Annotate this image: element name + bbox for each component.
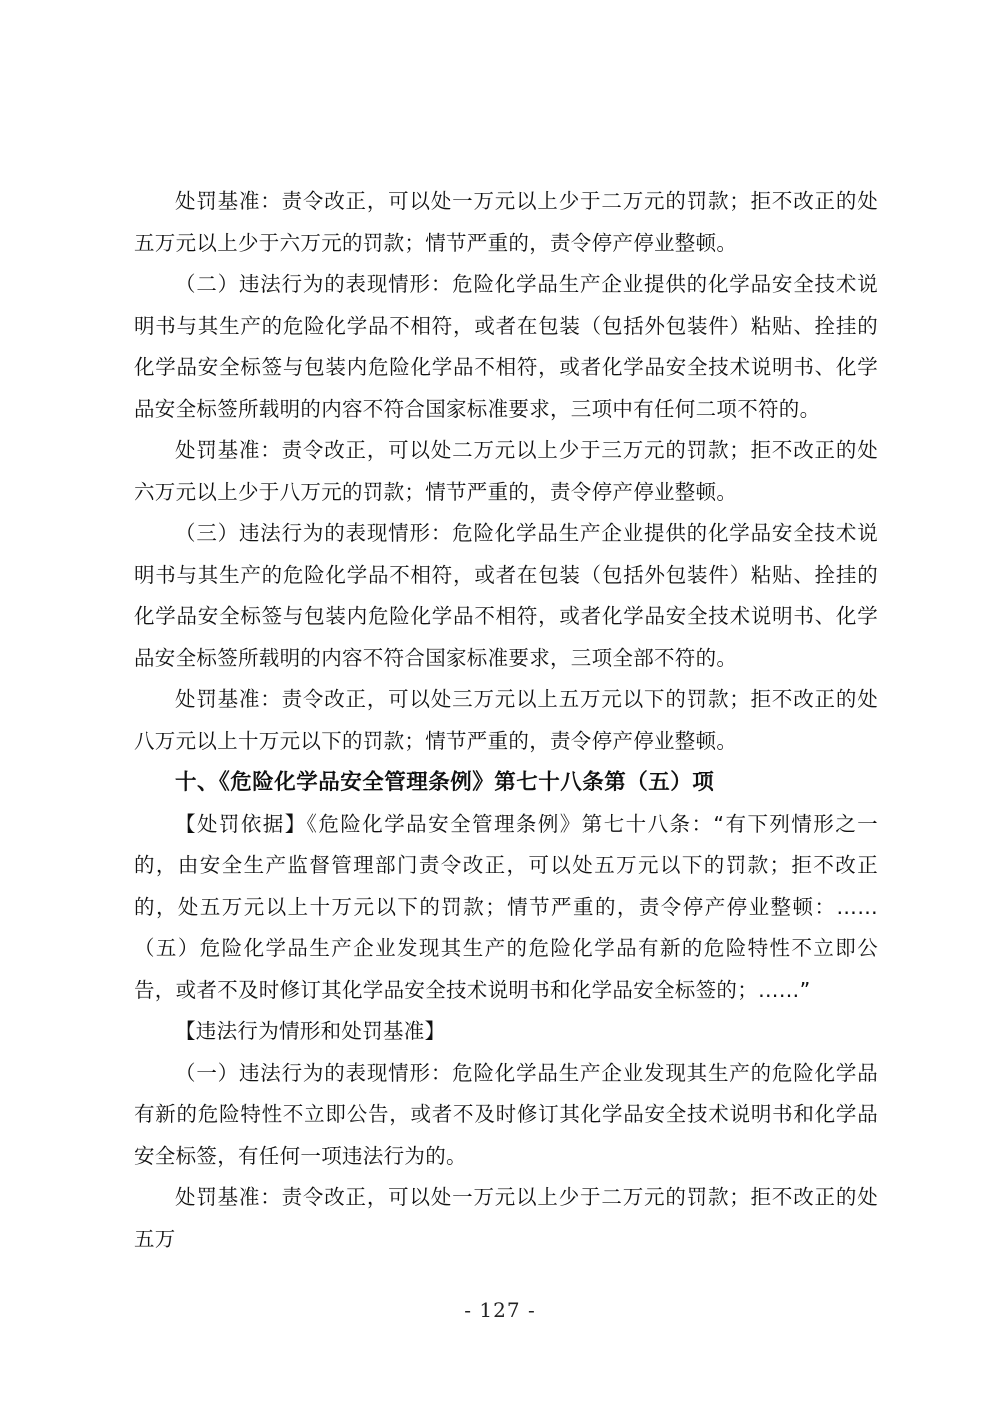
- page-number: - 127 -: [464, 1298, 536, 1322]
- section-heading: 十、《危险化学品安全管理条例》第七十八条第（五）项: [175, 770, 715, 795]
- paragraph-violation-case-1: （一）违法行为的表现情形：危险化学品生产企业发现其生产的危险化学品有新的危险特性不立即公告，或者不及时修订其化学品安全技术说明书和化学品安全标签，有任何一项违法行为的。: [134, 1060, 878, 1168]
- paragraph-penalty-standard-2: 处罚基准：责令改正，可以处二万元以上少于三万元的罚款；拒不改正的处六万元以上少于八万元的罚款；情节严重的，责令停产停业整顿。: [134, 438, 878, 504]
- paragraph-penalty-standard-4: 处罚基准：责令改正，可以处一万元以上少于二万元的罚款；拒不改正的处五万: [134, 1185, 878, 1251]
- paragraph-violation-case-3: （三）违法行为的表现情形：危险化学品生产企业提供的化学品安全技术说明书与其生产的危险化学品不相符，或者在包装（包括外包装件）粘贴、拴挂的化学品安全标签与包装内危险化学品不相符，或者化学品安全技术说明书、化学品安全标签所载明的内容不符合国家标准要求，三项全部不符的。: [134, 521, 878, 670]
- paragraph-penalty-standard-1: 处罚基准：责令改正，可以处一万元以上少于二万元的罚款；拒不改正的处五万元以上少于六万元的罚款；情节严重的，责令停产停业整顿。: [134, 189, 878, 255]
- paragraph-penalty-basis: 【处罚依据】《危险化学品安全管理条例》第七十八条：“有下列情形之一的，由安全生产监督管理部门责令改正，可以处五万元以下的罚款；拒不改正的，处五万元以上十万元以下的罚款；情节严重的，责令停产停业整顿：……（五）危险化学品生产企业发现其生产的危险化学品有新的危险特性不立即公告，或者不及时修订其化学品安全技术说明书和化学品安全标签的；……”: [134, 811, 878, 1002]
- paragraph-violation-case-2: （二）违法行为的表现情形：危险化学品生产企业提供的化学品安全技术说明书与其生产的危险化学品不相符，或者在包装（包括外包装件）粘贴、拴挂的化学品安全标签与包装内危险化学品不相符，或者化学品安全技术说明书、化学品安全标签所载明的内容不符合国家标准要求，三项中有任何二项不符的。: [134, 272, 878, 421]
- paragraph-subheading: 【违法行为情形和处罚基准】: [175, 1019, 446, 1043]
- body-text: [134, 181, 878, 1260]
- paragraph-penalty-standard-3: 处罚基准：责令改正，可以处三万元以上五万元以下的罚款；拒不改正的处八万元以上十万元以下的罚款；情节严重的，责令停产停业整顿。: [134, 687, 878, 753]
